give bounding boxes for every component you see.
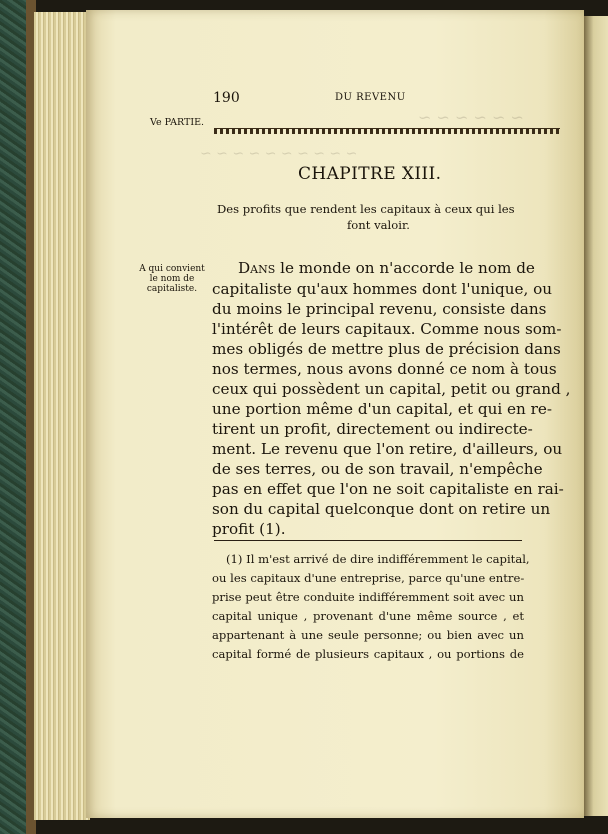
footnote-line: (1) Il m'est arrivé de dire indifféremment le capital,: [226, 552, 530, 566]
body-line: nos termes, nous avons donné ce nom à tous: [212, 360, 557, 378]
ornamental-rule: [214, 128, 560, 134]
body-line-text: le monde on n'accorde le nom de: [275, 259, 535, 277]
body-line: son du capital quelconque dont on retire un: [212, 500, 551, 518]
footnote-line: appartenant à une seule personne; ou bien avec un: [212, 628, 524, 642]
margin-note-line: capitaliste.: [146, 284, 198, 294]
footnote-rule: [214, 540, 522, 541]
footnote-line: capital unique , provenant d'une même source , et: [212, 609, 524, 623]
page-edges: [34, 12, 90, 820]
body-line: l'intérêt de leurs capitaux. Comme nous som-: [212, 320, 562, 338]
running-title: DU REVENU: [335, 92, 406, 103]
chapter-subtitle-line1: Des profits que rendent les capitaux à ceux qui les: [217, 202, 515, 216]
body-line: [238, 259, 535, 277]
body-line: une portion même d'un capital, et qui en re-: [212, 400, 553, 418]
chapter-title: CHAPITRE XIII.: [298, 164, 442, 184]
bleed-through: ~ ~ ~ ~ ~ ~: [418, 108, 524, 127]
body-line: tirent un profit, directement ou indirecte-: [212, 420, 533, 438]
bleed-through: ~ ~ ~ ~ ~ ~ ~ ~ ~ ~: [200, 146, 358, 162]
body-line: pas en effet que l'on ne soit capitaliste en rai-: [212, 480, 564, 498]
margin-note: [136, 264, 208, 294]
body-line: de ses terres, ou de son travail, n'empêche: [212, 460, 543, 478]
body-line: profit (1).: [212, 520, 286, 538]
margin-note-line: le nom de: [149, 274, 195, 284]
body-line: mes obligés de mettre plus de précision dans: [212, 340, 561, 358]
first-word: Dans: [238, 259, 276, 277]
page-number: 190: [213, 90, 240, 106]
facing-page-edge: [584, 16, 608, 816]
body-line: capitaliste qu'aux hommes dont l'unique, ou: [212, 280, 553, 298]
body-line: du moins le principal revenu, consiste dans: [212, 300, 547, 318]
chapter-subtitle-line2: font valoir.: [347, 218, 410, 232]
footnote-line: ou les capitaux d'une entreprise, parce qu'une entre-: [212, 571, 525, 585]
footnote-line: capital formé de plusieurs capitaux , ou portions de: [212, 647, 524, 661]
footnote-line: prise peut être conduite indifféremment soit avec un: [212, 590, 524, 604]
body-line: ment. Le revenu que l'on retire, d'ailleurs, ou: [212, 440, 563, 458]
body-line: ceux qui possèdent un capital, petit ou grand ,: [212, 380, 571, 398]
part-label: Ve PARTIE.: [150, 117, 205, 128]
margin-note-line: A qui convient: [139, 264, 205, 274]
